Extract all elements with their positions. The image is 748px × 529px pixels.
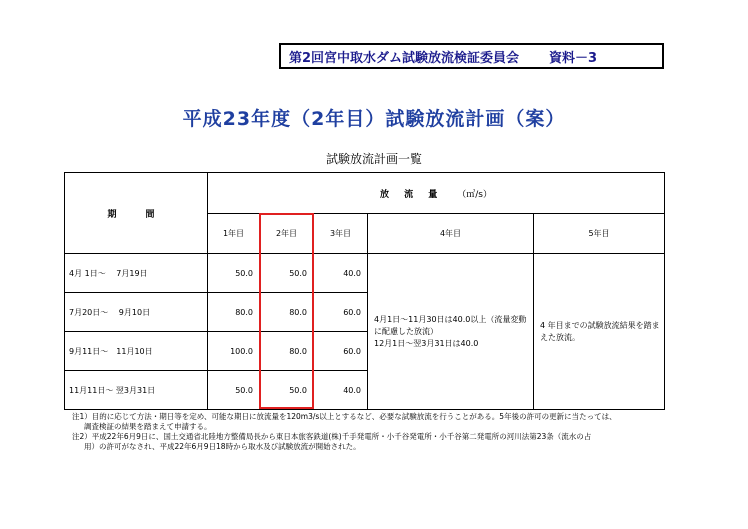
value-year2: 80.0: [260, 293, 314, 332]
header-box: [279, 43, 664, 69]
value-year2: 50.0: [260, 254, 314, 293]
footnote-1-continued: 調査検証の結果を踏まえて申請する。: [84, 422, 212, 431]
footnotes: [72, 412, 692, 452]
value-year2: 80.0: [260, 332, 314, 371]
period-cell: 11月11日～ 翌3月31日: [65, 371, 208, 410]
table-header-row: [65, 173, 665, 214]
table-row: [65, 254, 665, 293]
year-header-5: 5年目: [534, 214, 665, 254]
year-header-3: 3年目: [314, 214, 368, 254]
value-year3: 60.0: [314, 332, 368, 371]
footnote-1: 注1）目的に応じて方法・期日等を定め、可能な期日に放流量を120m3/s以上とするなど、必要な試験放流を行うことがある。5年後の許可の更新に当たっては、: [72, 412, 617, 421]
year-header-1: 1年目: [208, 214, 260, 254]
value-year3: 60.0: [314, 293, 368, 332]
flow-unit: （㎥/s）: [457, 189, 492, 200]
footnote-2: 注2）平成22年6月9日に、国土交通省北陸地方整備局長から東日本旅客鉄道(株)千手発電所・小千谷発電所・小千谷第二発電所の河川法第23条（流水の占: [72, 432, 592, 441]
value-year3: 40.0: [314, 254, 368, 293]
flow-header-label: 放 流 量: [379, 189, 444, 200]
value-year1: 50.0: [208, 371, 260, 410]
period-cell: 4月 1日～ 7月19日: [65, 254, 208, 293]
value-year2: 50.0: [260, 371, 314, 410]
table-caption: 試験放流計画一覧: [325, 152, 422, 166]
document-number: 資料－3: [549, 50, 598, 66]
committee-title: 第2回宮中取水ダム試験放流検証委員会: [289, 50, 520, 66]
year4-note: [368, 254, 534, 410]
footnote-2-continued: 用）の許可がなされ、平成22年6月9日18時から取水及び試験放流が開始された。: [84, 442, 361, 451]
value-year1: 50.0: [208, 254, 260, 293]
discharge-plan-table: [64, 172, 665, 410]
value-year1: 100.0: [208, 332, 260, 371]
period-cell: 9月11日～ 11月10日: [65, 332, 208, 371]
value-year3: 40.0: [314, 371, 368, 410]
year4-note-line1: 4月1日～11月30日は40.0以上（流量変動に配慮した放流）: [374, 314, 527, 336]
value-year1: 80.0: [208, 293, 260, 332]
page-title: 平成23年度（2年目）試験放流計画（案）: [182, 108, 566, 130]
year5-note: 4 年目までの試験放流結果を踏まえた放流。: [534, 254, 665, 410]
flow-header: [208, 173, 665, 214]
year4-note-line2: 12月1日～翌3月31日は40.0: [374, 338, 479, 348]
period-cell: 7月20日～ 9月10日: [65, 293, 208, 332]
year-header-2: 2年目: [260, 214, 314, 254]
year-header-4: 4年目: [368, 214, 534, 254]
period-header: 期 間: [65, 173, 208, 254]
